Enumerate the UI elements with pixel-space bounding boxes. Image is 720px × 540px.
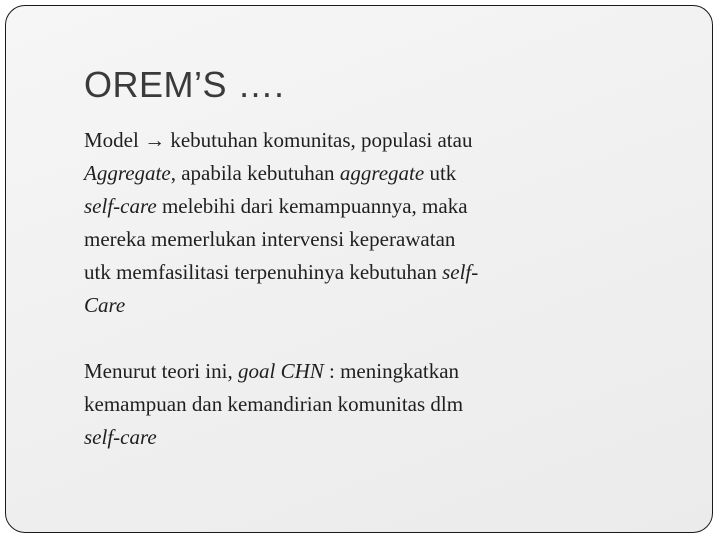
slide-body: [84, 124, 554, 454]
text-span: , apabila kebutuhan: [170, 161, 340, 185]
text-line: [84, 157, 554, 190]
text-span: kebutuhan komunitas, populasi atau: [165, 128, 473, 152]
text-line: Care: [84, 293, 126, 317]
slide-title: OREM’S ….: [84, 64, 285, 105]
text-line: mereka memerlukan intervensi keperawatan: [84, 227, 456, 251]
text-line: self-care: [84, 425, 157, 449]
text-span: Model: [84, 128, 145, 152]
text-span-italic: self-: [442, 260, 479, 284]
text-span: utk: [424, 161, 457, 185]
text-span-italic: self-care: [84, 194, 157, 218]
text-line: kemampuan dan kemandirian komunitas dlm: [84, 392, 464, 416]
arrow-icon: →: [144, 128, 166, 152]
text-line: [84, 124, 554, 157]
text-span: Menurut teori ini,: [84, 359, 238, 383]
paragraph-model: [84, 124, 554, 322]
text-span: : meningkatkan: [323, 359, 460, 383]
text-span-italic: aggregate: [339, 161, 425, 185]
text-span: melebihi dari kemampuannya, maka: [156, 194, 468, 218]
paragraph-goal: [84, 355, 554, 454]
text-span-italic: goal CHN: [237, 359, 324, 383]
text-line: [84, 355, 554, 388]
text-line: [84, 190, 554, 223]
slide-frame: [5, 5, 713, 533]
text-line: [84, 256, 554, 289]
text-span: utk memfasilitasi terpenuhinya kebutuhan: [84, 260, 443, 284]
text-span-italic: Aggregate: [84, 161, 171, 185]
